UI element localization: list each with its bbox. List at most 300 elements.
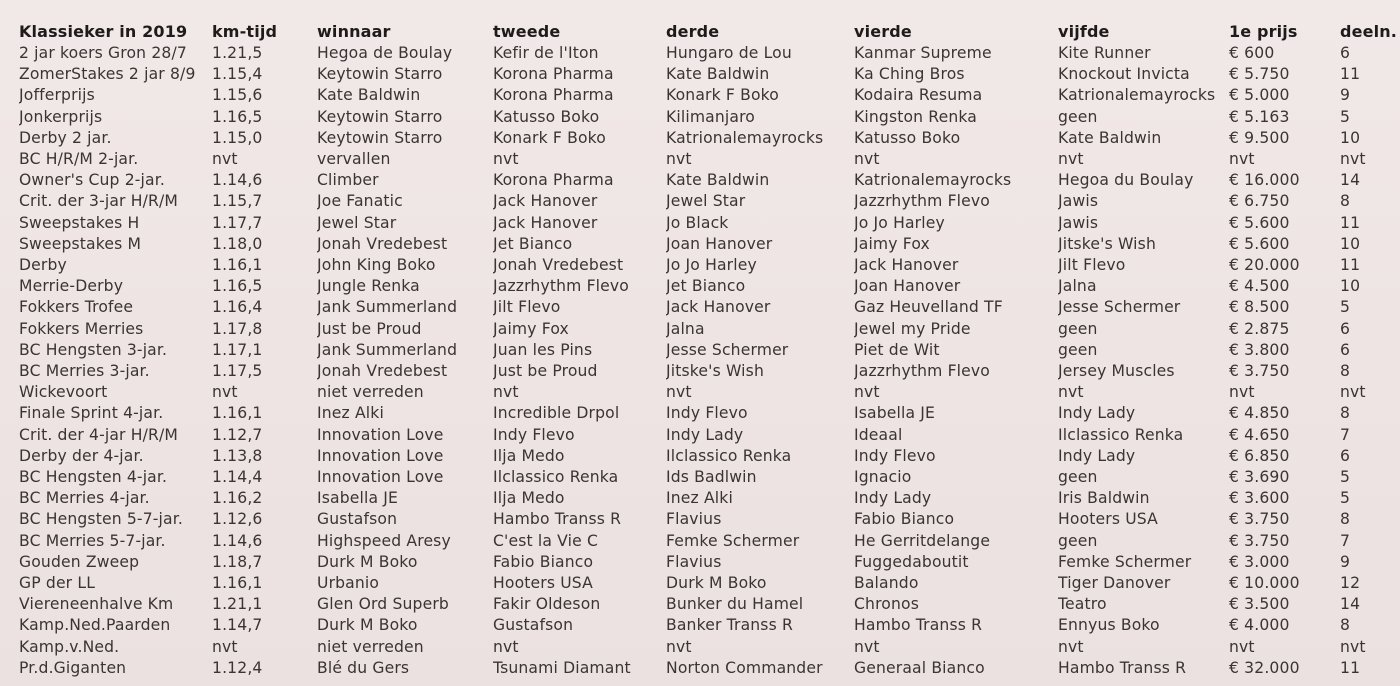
winner-cell: Gustafson [317, 510, 398, 529]
km-time-cell: 1.16,5 [212, 107, 263, 126]
fourth-cell: Joan Hanover [854, 277, 961, 296]
third-cell: Jitske's Wish [666, 362, 764, 381]
second-cell: Konark F Boko [493, 128, 606, 147]
winner-cell: vervallen [317, 150, 391, 169]
fifth-cell: Femke Schermer [1058, 552, 1192, 571]
fourth-cell: Generaal Bianco [854, 658, 985, 677]
fifth-cell: geen [1058, 531, 1098, 550]
winner-cell: Just be Proud [317, 319, 422, 338]
second-cell: C'est la Vie C [493, 531, 599, 550]
third-cell: Ids Badlwin [666, 468, 757, 487]
winner-cell: Keytowin Starro [317, 65, 443, 84]
starters-cell: 10 [1340, 234, 1361, 253]
second-cell: Korona Pharma [493, 65, 614, 84]
prize-cell: € 2.875 [1229, 319, 1290, 338]
second-cell: Jet Bianco [493, 234, 573, 253]
fifth-cell: Hooters USA [1058, 510, 1158, 529]
winner-cell: Durk M Boko [317, 552, 418, 571]
third-cell: nvt [666, 637, 692, 656]
fifth-cell: geen [1058, 468, 1098, 487]
fifth-cell: nvt [1058, 150, 1084, 169]
second-cell: Hambo Transs R [493, 510, 622, 529]
second-cell: nvt [493, 150, 519, 169]
prize-cell: € 9.500 [1229, 128, 1290, 147]
starters-cell: 9 [1340, 552, 1351, 571]
table-row [19, 403, 1399, 424]
table-row [19, 594, 1399, 615]
km-time-cell: 1.14,4 [212, 468, 263, 487]
winner-cell: Isabella JE [317, 489, 399, 508]
prize-cell: € 4.500 [1229, 277, 1290, 296]
header-row [19, 20, 1399, 43]
table-body [19, 43, 1399, 679]
starters-cell: 6 [1340, 319, 1351, 338]
prize-cell: € 3.600 [1229, 489, 1290, 508]
fourth-cell: Jewel my Pride [854, 319, 971, 338]
km-time-cell: 1.14,7 [212, 616, 263, 635]
race-cell: Finale Sprint 4-jar. [19, 404, 164, 423]
table-row [19, 213, 1399, 234]
prize-cell: € 5.163 [1229, 107, 1290, 126]
winner-cell: Innovation Love [317, 468, 444, 487]
starters-cell: 5 [1340, 489, 1351, 508]
km-time-cell: nvt [212, 383, 238, 402]
table-row [19, 382, 1399, 403]
starters-cell: 7 [1340, 531, 1351, 550]
winner-cell: niet verreden [317, 383, 424, 402]
starters-cell: 11 [1340, 213, 1361, 232]
fifth-cell: Hegoa du Boulay [1058, 171, 1194, 190]
fourth-cell: Balando [854, 574, 919, 593]
winner-cell: Innovation Love [317, 425, 444, 444]
km-time-cell: 1.17,5 [212, 362, 263, 381]
winner-cell: Joe Fanatic [317, 192, 403, 211]
race-cell: Sweepstakes M [19, 234, 142, 253]
km-time-cell: 1.17,8 [212, 319, 263, 338]
third-cell: Bunker du Hamel [666, 595, 804, 614]
starters-cell: 8 [1340, 192, 1351, 211]
km-time-cell: 1.16,1 [212, 404, 263, 423]
third-cell: Jesse Schermer [666, 340, 789, 359]
table-row [19, 573, 1399, 594]
winner-cell: Hegoa de Boulay [317, 44, 453, 62]
fourth-cell: Ideaal [854, 425, 903, 444]
third-cell: Banker Transs R [666, 616, 793, 635]
prize-cell: € 3.690 [1229, 468, 1290, 487]
km-time-cell: 1.15,4 [212, 65, 263, 84]
table-row [19, 637, 1399, 658]
third-cell: nvt [666, 150, 692, 169]
starters-cell: 10 [1340, 277, 1361, 296]
third-cell: Flavius [666, 552, 722, 571]
km-time-cell: nvt [212, 150, 238, 169]
table-row [19, 149, 1399, 170]
starters-cell: nvt [1340, 150, 1366, 169]
fourth-cell: Piet de Wit [854, 340, 940, 359]
table-row [19, 85, 1399, 106]
fifth-cell: Ilclassico Renka [1058, 425, 1184, 444]
third-cell: Jewel Star [666, 192, 746, 211]
fourth-cell: Chronos [854, 595, 919, 614]
fifth-cell: geen [1058, 107, 1098, 126]
fifth-cell: Kate Baldwin [1058, 128, 1162, 147]
table-row [19, 615, 1399, 636]
fourth-cell: nvt [854, 637, 880, 656]
fourth-cell: Kingston Renka [854, 107, 977, 126]
fifth-cell: geen [1058, 319, 1098, 338]
prize-cell: € 16.000 [1229, 171, 1300, 190]
race-cell: Owner's Cup 2-jar. [19, 171, 165, 190]
third-cell: nvt [666, 383, 692, 402]
race-cell: BC Hengsten 4-jar. [19, 468, 168, 487]
fifth-cell: Jesse Schermer [1058, 298, 1181, 317]
starters-cell: 12 [1340, 574, 1361, 593]
prize-cell: € 3.800 [1229, 340, 1290, 359]
prize-cell: € 3.000 [1229, 552, 1290, 571]
second-cell: Korona Pharma [493, 86, 614, 105]
fifth-cell: Ennyus Boko [1058, 616, 1160, 635]
third-cell: Flavius [666, 510, 722, 529]
table-row [19, 128, 1399, 149]
winner-cell: niet verreden [317, 637, 424, 656]
fourth-cell: Isabella JE [854, 404, 936, 423]
table-row [19, 340, 1399, 361]
km-time-cell: 1.15,0 [212, 128, 263, 147]
third-cell: Jalna [666, 319, 705, 338]
fourth-cell: nvt [854, 150, 880, 169]
starters-cell: 8 [1340, 510, 1351, 529]
prize-cell: € 4.850 [1229, 404, 1290, 423]
table-row [19, 425, 1399, 446]
race-cell: Jofferprijs [19, 86, 95, 105]
prize-cell: € 5.600 [1229, 213, 1290, 232]
winner-cell: Durk M Boko [317, 616, 418, 635]
table-row [19, 319, 1399, 340]
fourth-cell: Katusso Boko [854, 128, 961, 147]
fourth-cell: Jo Jo Harley [854, 213, 945, 232]
third-cell: Kate Baldwin [666, 65, 770, 84]
prize-cell: € 5.000 [1229, 86, 1290, 105]
third-cell: Indy Flevo [666, 404, 748, 423]
table-row [19, 467, 1399, 488]
winner-cell: Jank Summerland [317, 340, 458, 359]
fourth-cell: Ignacio [854, 468, 912, 487]
third-cell: Jo Jo Harley [666, 256, 757, 275]
starters-cell: 7 [1340, 425, 1351, 444]
second-cell: Ilja Medo [493, 446, 565, 465]
race-cell: Fokkers Trofee [19, 298, 134, 317]
winner-cell: Jungle Renka [317, 277, 420, 296]
starters-cell: 11 [1340, 65, 1361, 84]
table-row [19, 276, 1399, 297]
winner-cell: Urbanio [317, 574, 380, 593]
km-time-cell: 1.13,8 [212, 446, 263, 465]
fourth-cell: Indy Lady [854, 489, 932, 508]
km-time-cell: 1.16,1 [212, 574, 263, 593]
table-row [19, 43, 1399, 64]
starters-cell: 5 [1340, 107, 1351, 126]
third-cell: Kate Baldwin [666, 171, 770, 190]
race-cell: BC Hengsten 5-7-jar. [19, 510, 183, 529]
prize-cell: € 32.000 [1229, 658, 1300, 677]
header-starters: deeln. [1340, 22, 1398, 41]
second-cell: Hooters USA [493, 574, 593, 593]
prize-cell: € 4.000 [1229, 616, 1290, 635]
starters-cell: 9 [1340, 86, 1351, 105]
table-row [19, 488, 1399, 509]
table-row [19, 446, 1399, 467]
fifth-cell: Jitske's Wish [1058, 234, 1156, 253]
fifth-cell: Indy Lady [1058, 404, 1136, 423]
table-row [19, 191, 1399, 212]
race-cell: Wickevoort [19, 383, 108, 402]
table-row [19, 170, 1399, 191]
prize-cell: € 3.750 [1229, 531, 1290, 550]
fifth-cell: Jilt Flevo [1058, 256, 1126, 275]
third-cell: Femke Schermer [666, 531, 800, 550]
prize-cell: € 3.500 [1229, 595, 1290, 614]
race-cell: Crit. der 3-jar H/R/M [19, 192, 178, 211]
km-time-cell: 1.12,4 [212, 658, 263, 677]
header-km-time: km-tijd [212, 22, 278, 41]
race-cell: Jonkerprijs [19, 107, 103, 126]
header-fifth: vijfde [1058, 22, 1110, 41]
km-time-cell: 1.12,6 [212, 510, 263, 529]
km-time-cell: 1.21,5 [212, 44, 263, 62]
prize-cell: € 3.750 [1229, 362, 1290, 381]
table-row [19, 552, 1399, 573]
third-cell: Katrionalemayrocks [666, 128, 824, 147]
fifth-cell: Jersey Muscles [1058, 362, 1175, 381]
km-time-cell: 1.16,1 [212, 256, 263, 275]
race-cell: GP der LL [19, 574, 96, 593]
second-cell: Jaimy Fox [493, 319, 569, 338]
starters-cell: nvt [1340, 383, 1366, 402]
winner-cell: Glen Ord Superb [317, 595, 449, 614]
race-cell: Kamp.Ned.Paarden [19, 616, 171, 635]
second-cell: Korona Pharma [493, 171, 614, 190]
second-cell: Ilja Medo [493, 489, 565, 508]
prize-cell: nvt [1229, 383, 1255, 402]
table-row [19, 509, 1399, 530]
km-time-cell: 1.18,0 [212, 234, 263, 253]
race-cell: Viereneenhalve Km [19, 595, 174, 614]
race-cell: 2 jar koers Gron 28/7 [19, 44, 187, 62]
second-cell: Juan les Pins [493, 340, 593, 359]
second-cell: Kefir de l'Iton [493, 44, 599, 62]
table-row [19, 297, 1399, 318]
third-cell: Kilimanjaro [666, 107, 755, 126]
km-time-cell: 1.14,6 [212, 171, 263, 190]
third-cell: Hungaro de Lou [666, 44, 792, 62]
fifth-cell: Teatro [1058, 595, 1107, 614]
race-cell: BC Hengsten 3-jar. [19, 340, 168, 359]
winner-cell: Jank Summerland [317, 298, 458, 317]
third-cell: Jo Black [666, 213, 729, 232]
fourth-cell: He Gerritdelange [854, 531, 991, 550]
header-winner: winnaar [317, 22, 391, 41]
prize-cell: € 6.750 [1229, 192, 1290, 211]
fourth-cell: Jazzrhythm Flevo [854, 192, 990, 211]
fourth-cell: Kodaira Resuma [854, 86, 983, 105]
fifth-cell: Jawis [1058, 192, 1099, 211]
prize-cell: € 4.650 [1229, 425, 1290, 444]
second-cell: Jilt Flevo [493, 298, 561, 317]
second-cell: nvt [493, 383, 519, 402]
fourth-cell: Jaimy Fox [854, 234, 930, 253]
race-cell: BC Merries 4-jar. [19, 489, 150, 508]
starters-cell: 10 [1340, 128, 1361, 147]
winner-cell: Jonah Vredebest [317, 362, 448, 381]
fifth-cell: Jawis [1058, 213, 1099, 232]
km-time-cell: 1.15,7 [212, 192, 263, 211]
third-cell: Konark F Boko [666, 86, 779, 105]
race-cell: ZomerStakes 2 jar 8/9 [19, 65, 196, 84]
race-cell: Sweepstakes H [19, 213, 140, 232]
starters-cell: 14 [1340, 595, 1361, 614]
winner-cell: Inez Alki [317, 404, 384, 423]
header-third: derde [666, 22, 720, 41]
km-time-cell: 1.14,6 [212, 531, 263, 550]
starters-cell: 6 [1340, 44, 1351, 62]
fourth-cell: Katrionalemayrocks [854, 171, 1012, 190]
second-cell: Katusso Boko [493, 107, 600, 126]
third-cell: Ilclassico Renka [666, 446, 792, 465]
classics-results-table [19, 20, 1399, 679]
table-row [19, 64, 1399, 85]
second-cell: Gustafson [493, 616, 574, 635]
race-cell: Merrie-Derby [19, 277, 124, 296]
prize-cell: € 600 [1229, 44, 1275, 62]
starters-cell: 5 [1340, 298, 1351, 317]
second-cell: Incredible Drpol [493, 404, 620, 423]
race-cell: Crit. der 4-jar H/R/M [19, 425, 178, 444]
fifth-cell: geen [1058, 340, 1098, 359]
starters-cell: 14 [1340, 171, 1361, 190]
table-header [19, 20, 1399, 43]
fifth-cell: Tiger Danover [1058, 574, 1171, 593]
fifth-cell: Knockout Invicta [1058, 65, 1190, 84]
race-cell: Derby 2 jar. [19, 128, 112, 147]
prize-cell: € 20.000 [1229, 256, 1300, 275]
second-cell: Jack Hanover [493, 192, 598, 211]
second-cell: Just be Proud [493, 362, 598, 381]
starters-cell: nvt [1340, 637, 1366, 656]
starters-cell: 8 [1340, 616, 1351, 635]
prize-cell: € 10.000 [1229, 574, 1300, 593]
fourth-cell: Ka Ching Bros [854, 65, 965, 84]
race-cell: Derby [19, 256, 67, 275]
prize-cell: nvt [1229, 637, 1255, 656]
table-row [19, 234, 1399, 255]
km-time-cell: 1.16,2 [212, 489, 263, 508]
fifth-cell: nvt [1058, 383, 1084, 402]
second-cell: Jazzrhythm Flevo [493, 277, 629, 296]
winner-cell: Kate Baldwin [317, 86, 421, 105]
km-time-cell: 1.15,6 [212, 86, 263, 105]
km-time-cell: 1.16,5 [212, 277, 263, 296]
second-cell: Jonah Vredebest [493, 256, 624, 275]
winner-cell: Keytowin Starro [317, 128, 443, 147]
table-row [19, 658, 1399, 679]
fifth-cell: Hambo Transs R [1058, 658, 1187, 677]
race-cell: Derby der 4-jar. [19, 446, 144, 465]
fourth-cell: Kanmar Supreme [854, 44, 992, 62]
fourth-cell: nvt [854, 383, 880, 402]
table-row [19, 361, 1399, 382]
fourth-cell: Indy Flevo [854, 446, 936, 465]
race-cell: Kamp.v.Ned. [19, 637, 120, 656]
fourth-cell: Hambo Transs R [854, 616, 983, 635]
third-cell: Jack Hanover [666, 298, 771, 317]
second-cell: Tsunami Diamant [493, 658, 631, 677]
second-cell: Fakir Oldeson [493, 595, 601, 614]
fourth-cell: Jazzrhythm Flevo [854, 362, 990, 381]
starters-cell: 8 [1340, 362, 1351, 381]
prize-cell: € 6.850 [1229, 446, 1290, 465]
second-cell: Jack Hanover [493, 213, 598, 232]
race-cell: BC Merries 5-7-jar. [19, 531, 166, 550]
fifth-cell: Kite Runner [1058, 44, 1151, 62]
winner-cell: Jewel Star [317, 213, 397, 232]
km-time-cell: 1.17,1 [212, 340, 263, 359]
third-cell: Indy Lady [666, 425, 744, 444]
header-prize: 1e prijs [1229, 22, 1298, 41]
fourth-cell: Jack Hanover [854, 256, 959, 275]
third-cell: Norton Commander [666, 658, 823, 677]
prize-cell: € 8.500 [1229, 298, 1290, 317]
starters-cell: 11 [1340, 256, 1361, 275]
fifth-cell: Jalna [1058, 277, 1097, 296]
fourth-cell: Fabio Bianco [854, 510, 955, 529]
fifth-cell: Iris Baldwin [1058, 489, 1150, 508]
third-cell: Jet Bianco [666, 277, 746, 296]
starters-cell: 6 [1340, 340, 1351, 359]
km-time-cell: 1.21,1 [212, 595, 263, 614]
fifth-cell: Katrionalemayrocks [1058, 86, 1216, 105]
starters-cell: 11 [1340, 658, 1361, 677]
km-time-cell: 1.17,7 [212, 213, 263, 232]
km-time-cell: 1.18,7 [212, 552, 263, 571]
starters-cell: 8 [1340, 404, 1351, 423]
fifth-cell: nvt [1058, 637, 1084, 656]
km-time-cell: 1.16,4 [212, 298, 263, 317]
second-cell: nvt [493, 637, 519, 656]
header-race: Klassieker in 2019 [19, 22, 188, 41]
race-cell: BC H/R/M 2-jar. [19, 150, 139, 169]
prize-cell: € 5.600 [1229, 234, 1290, 253]
header-fourth: vierde [854, 22, 912, 41]
winner-cell: Innovation Love [317, 446, 444, 465]
winner-cell: Climber [317, 171, 379, 190]
winner-cell: Highspeed Aresy [317, 531, 451, 550]
header-second: tweede [493, 22, 561, 41]
third-cell: Durk M Boko [666, 574, 767, 593]
prize-cell: nvt [1229, 150, 1255, 169]
fifth-cell: Indy Lady [1058, 446, 1136, 465]
third-cell: Joan Hanover [666, 234, 773, 253]
table-row [19, 107, 1399, 128]
second-cell: Fabio Bianco [493, 552, 594, 571]
second-cell: Ilclassico Renka [493, 468, 619, 487]
km-time-cell: nvt [212, 637, 238, 656]
race-cell: Pr.d.Giganten [19, 658, 127, 677]
fourth-cell: Fuggedaboutit [854, 552, 969, 571]
prize-cell: € 3.750 [1229, 510, 1290, 529]
table-row [19, 531, 1399, 552]
fourth-cell: Gaz Heuvelland TF [854, 298, 1003, 317]
third-cell: Inez Alki [666, 489, 733, 508]
